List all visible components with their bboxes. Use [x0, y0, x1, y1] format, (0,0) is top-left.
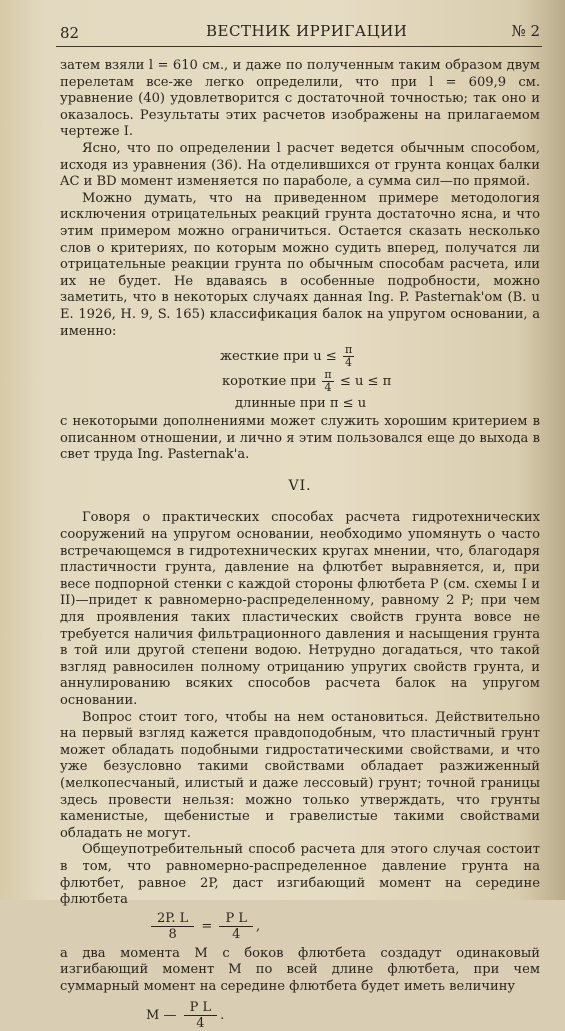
fraction-numerator: 2P. L — [151, 911, 194, 927]
journal-title: ВЕСТНИК ИРРИГАЦИИ — [206, 22, 408, 40]
fraction — [151, 911, 194, 942]
section-heading: VI. — [288, 477, 312, 494]
fraction-denominator: 8 — [168, 926, 177, 942]
condition-range: ≤ u ≤ π — [339, 374, 392, 390]
fraction-denominator: 4 — [345, 356, 353, 370]
condition-label: жесткие при u ≤ — [220, 349, 337, 365]
paragraph: затем взяли l = 610 см., и даже по полученным таким образом двум перелетам все-же легко определили, что при l = 609,9 см. уравнение (40) удовлетворится с достаточной точностью; так оно и оказалось. Результаты этих расчетов изображены на прилагаемом чертеже I. — [60, 58, 540, 140]
equation-moment — [60, 911, 540, 942]
punctuation: . — [220, 1007, 225, 1023]
condition-short — [60, 369, 540, 394]
equation-lead: M — — [146, 1007, 177, 1023]
paragraph: Говоря о практических способах расчета гидротехнических сооружений на упругом основании, необходимо упомянуть о часто встречающемся в гидротехнических кругах мнении, что, благодаря пластичности грунта, давление на флютбет выравняется, и, при весе подпорной стенки с каждой стороны флютбета P (см. схемы I и II)—придет к равномерно-распределенному, равному 2 P; при чем для проявления таких пластических свойств грунта вовсе не требуется наличия фильтрационного давления и насыщения грунта в той или другой степени водою. Нетрудно догадаться, что такой взгляд равносилен полному отрицанию упругих свойств грунта, и аннулированию всяких способов расчета балок на упругом основании. — [60, 510, 540, 708]
punctuation: , — [255, 918, 261, 934]
condition-long — [60, 394, 540, 414]
paragraph: а два момента M с боков флютбета создадут одинаковый изгибающий момент M по всей длине флютбета, при чем суммарный момент на середине флютбета будет иметь величину — [60, 945, 540, 994]
page-number: 82 — [60, 24, 80, 42]
condition-label: длинные при π ≤ u — [235, 396, 367, 412]
paragraph: Вопрос стоит того, чтобы на нем остановиться. Действительно на первый взгляд кажется правдоподобным, что пластичный грунт может обладать подобными гидростатическими свойствами, и что уже безусловно такими свойствами обладает разжиженный (мелкопесчаный, илистый и даже лессовый) грунт; точной границы здесь провести нельзя: можно только утверждать, что грунты каменистые, щебенистые и гравелистые такими свойствами обладать не могут. — [60, 709, 540, 841]
fraction — [184, 1000, 218, 1031]
fraction-denominator: 4 — [232, 926, 241, 942]
fraction-numerator: P L — [184, 1000, 218, 1016]
classification-conditions — [60, 344, 540, 414]
paragraph: Можно думать, что на приведенном примере методология исключения отрицательных реакций грунта достаточно ясна, и что этим примером можно ограничиться. Остается сказать несколько слов о критериях, по которым можно судить вперед, получатся ли отрицательные реакции грунта по обычным способам расчета, или их не будет. Не вдаваясь в особенные подробности, можно заметить, что в некоторых случаях данная Ing. P. Pasternak'ом (B. u E. 1926, H. 9, S. 165) классификация балок на упругом основании, а именно: — [60, 190, 540, 339]
fraction — [343, 344, 354, 369]
condition-rigid — [60, 344, 540, 369]
condition-label: короткие при — [222, 374, 317, 390]
issue-number: № 2 — [511, 22, 540, 40]
running-header — [60, 22, 540, 44]
fraction — [322, 369, 333, 394]
fraction-numerator: π — [324, 368, 332, 382]
fraction-numerator: π — [344, 343, 353, 357]
paragraph: Ясно, что по определении l расчет ведется обычным способом, исходя из уравнения (36). На отделившихся от грунта концах балки AC и BD момент изменяется по параболе, а сумма сил—по прямой. — [60, 140, 540, 190]
fraction-numerator: P L — [219, 911, 253, 927]
equation-total-moment — [60, 1000, 540, 1031]
article-body — [60, 58, 540, 1031]
fraction-denominator: 4 — [196, 1015, 205, 1031]
paragraph: с некоторыми дополнениями может служить хорошим критерием в описанном отношении, и лично я этим пользовался еще до выхода в свет труда Ing. Pasternak'a. — [60, 414, 540, 463]
fraction-denominator: 4 — [324, 381, 332, 395]
equals-sign: = — [201, 918, 213, 934]
header-rule — [56, 46, 542, 47]
paragraph: Общеупотребительный способ расчета для этого случая состоит в том, что равномерно-распределенное давление грунта на флютбет, равное 2P, даст изгибающий момент на середине флютбета — [60, 842, 540, 908]
fraction — [219, 911, 253, 942]
